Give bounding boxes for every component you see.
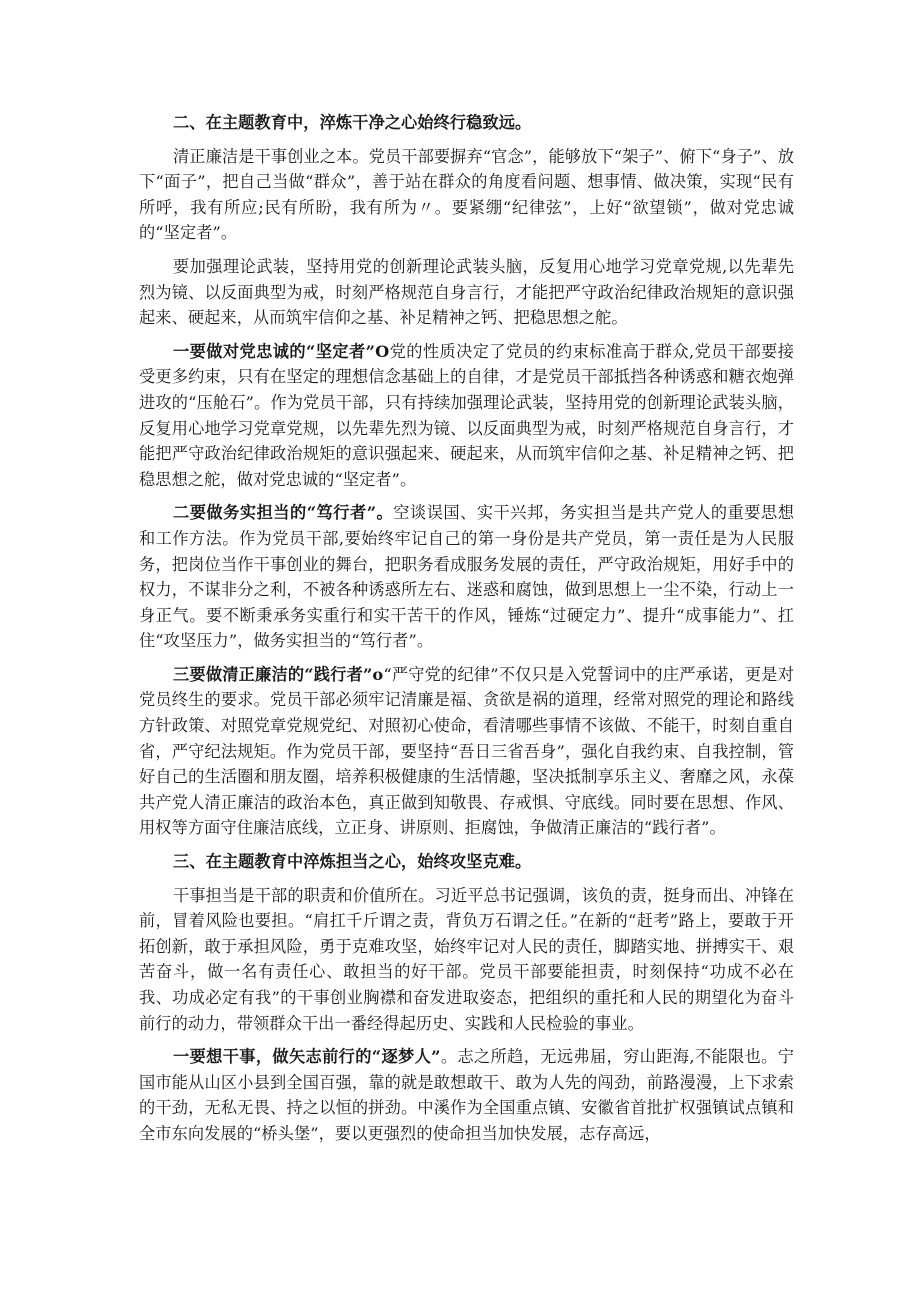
paragraph: [139, 662, 794, 841]
paragraph: [139, 500, 794, 654]
paragraph-text: 党的性质决定了党员的约束标准高于群众,党员干部要接受更多约束，只有在坚定的理想信念基础上的自律，才是党员干部抵挡各种诱惑和糖衣炮弹进攻的“压舱石”。作为党员干部，只有持续加强理论武装，坚持用党的创新理论武装头脑，反复用心地学习党章党规，以先辈先烈为镜、以反面典型为戒，时刻严格规范自身言行，才能把严守政治纪律政治规矩的意识强起来、硬起来，从而筑牢信仰之基、补足精神之钙、把稳思想之舵，做对党忠诚的“坚定者”。: [139, 341, 794, 489]
paragraph: [139, 1044, 794, 1146]
paragraph-text: “严守党的纪律”不仅只是入党誓词中的庄严承诺，更是对党员终生的要求。党员干部必须牢记清廉是福、贪欲是祸的道理，经常对照党的理论和路线方针政策、对照党章党规党纪、对照初心使命，看清哪些事情不该做、不能干，时刻自重自省，严守纪法规矩。作为党员干部，要坚持“吾日三省吾身”，强化自我约束、自我控制，管好自己的生活圈和朋友圈，培养积极健康的生活情趣，坚决抵制享乐主义、奢靡之风，永葆共产党人清正廉洁的政治本色，真正做到知敬畏、存戒惧、守底线。同时要在思想、作风、用权等方面守住廉洁底线，立正身、讲原则、拒腐蚀，争做清正廉洁的“践行者”。: [139, 664, 794, 838]
paragraph-text: 干事担当是干部的职责和价值所在。习近平总书记强调，该负的责，挺身而出、冲锋在前，冒着风险也要担。“肩扛千斤谓之责，背负万石谓之任。”在新的“赶考”路上，要敢于开拓创新，敢于承担风险，勇于克难攻坚，始终牢记对人民的责任，脚踏实地、拼搏实干、艰苦奋斗，做一名有责任心、敢担当的好干部。党员干部要能担责，时刻保持“功成不必在我、功成必定有我”的干事创业胸襟和奋发进取姿态，把组织的重托和人民的期望化为奋斗前行的动力，带领群众干出一番经得起历史、实践和人民检验的事业。: [139, 885, 794, 1033]
paragraph-lead: 一要做对党忠诚的“坚定者”O: [173, 341, 390, 361]
paragraph: [139, 883, 794, 1037]
paragraph-text: 清正廉洁是干事创业之本。党员干部要摒弃“官念”，能够放下“架子”、俯下“身子”、放下“面子”，把自己当做“群众”，善于站在群众的角度看问题、想事情、做决策，实现“民有所呼，我有所应;民有所盼，我有所为〃。要紧绷“纪律弦”，上好“欲望锁”，做对党忠诚的“坚定者”。: [139, 146, 794, 243]
paragraph: [139, 339, 794, 493]
paragraph-lead: 二要做务实担当的“笃行者”。: [173, 503, 394, 523]
paragraph-text: 要加强理论武装，坚持用党的创新理论武装头脑，反复用心地学习党章党规,以先辈先烈为镜、以反面典型为戒，时刻严格规范自身言行，才能把严守政治纪律政治规矩的意识强起来、硬起来，从而筑牢信仰之基、补足精神之钙、把稳思想之舵。: [139, 256, 794, 328]
paragraph-text: 。志之所趋，无远弗届，穷山距海,不能限也。宁国市能从山区小县到全国百强，靠的就是敢想敢干、敢为人先的闯劲，前路漫漫，上下求索的干劲，无私无畏、持之以恒的拼劲。中溪作为全国重点镇、安徽省首批扩权强镇试点镇和全市东向发展的“桥头堡”，要以更强烈的使命担当加快发展，志存高远，: [139, 1047, 794, 1143]
section-heading-2: 二、在主题教育中，淬炼干净之心始终行稳致远。: [173, 113, 532, 132]
section-heading-3: 三、在主题教育中淬炼担当之心，始终攻坚克难。: [173, 852, 532, 872]
paragraph: [139, 254, 794, 331]
document-page: [139, 110, 794, 1155]
paragraph-text: 空谈误国、实干兴邦，务实担当是共产党人的重要思想和工作方法。作为党员干部,要始终牢记自己的第一身份是共产党员，第一责任是为人民服务，把岗位当作干事创业的舞台，把职务看成服务发展的责任，严守政治规矩，用好手中的权力，不谋非分之利，不被各种诱惑所左右、迷惑和腐蚀，做到思想上一尘不染，行动上一身正气。要不断秉承务实重行和实干苦干的作风，锤炼“过硬定力”、提升“成事能力”、扛住“攻坚压力”，做务实担当的“笃行者”。: [139, 503, 794, 651]
paragraph-lead: 一要想干事，做矢志前行的“逐梦人”: [173, 1047, 441, 1067]
paragraph-lead: 三要做清正廉洁的“践行者”o: [173, 664, 384, 684]
paragraph: [139, 144, 794, 246]
